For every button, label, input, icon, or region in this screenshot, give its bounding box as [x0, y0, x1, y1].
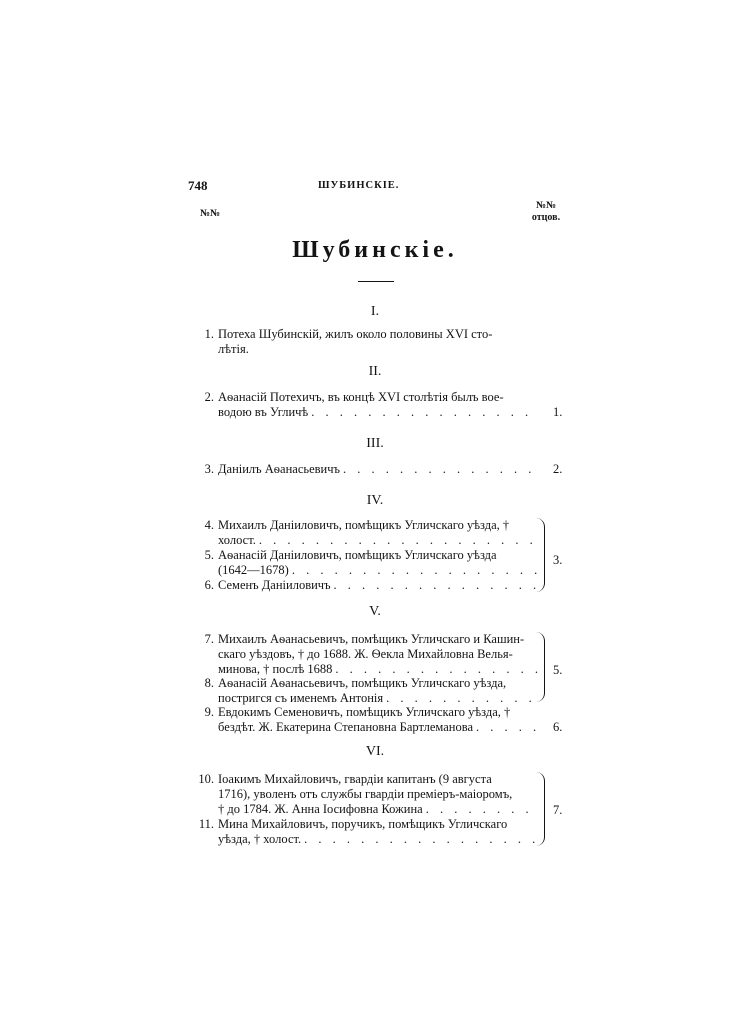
entry-line: Михаилъ Аѳанасьевичъ, помѣщикъ Угличскаго и Кашин- [218, 632, 525, 646]
dot-leader [476, 720, 538, 735]
entry-line [218, 578, 538, 593]
title-rule [358, 281, 394, 282]
entry-line [218, 691, 538, 706]
column-label-fathers-word: отцов. [531, 212, 561, 223]
dot-leader [335, 662, 538, 677]
entry-line: Аѳанасій Потехичъ, въ концѣ XVI столѣтія былъ вое- [218, 390, 504, 404]
entry-line [218, 802, 538, 817]
entry-line-text: (1642—1678) [218, 563, 289, 577]
entry-line-text: уѣзда, † холост. [218, 832, 302, 846]
dot-leader [386, 691, 538, 706]
running-head: ШУБИНСКІЕ. [318, 180, 400, 191]
entry-line [218, 662, 538, 677]
entry-line [218, 720, 538, 735]
father-ref: 3. [553, 553, 563, 567]
entry-line-text: водою въ Угличѣ [218, 405, 309, 419]
entry-number: 9. [204, 705, 214, 719]
entry-number: 7. [204, 632, 214, 646]
entry-line-text: † до 1784. Ж. Анна Іосифовна Кожина [218, 802, 423, 816]
dot-leader [304, 832, 538, 847]
entry-line-text: Даніилъ Аѳанасьевичъ [218, 462, 340, 476]
generation-heading-5: V. [369, 604, 381, 619]
generation-heading-6: VI. [365, 744, 385, 759]
entry-line: 1716), уволенъ отъ службы гвардіи премiеръ-маіоромъ, [218, 787, 513, 801]
entry-number: 4. [204, 518, 214, 532]
entry-line-text: бездѣт. Ж. Екатерина Степановна Бартлеманова [218, 720, 474, 734]
entry-line: скаго уѣздовъ, † до 1688. Ж. Ѳекла Михайловна Велья- [218, 647, 513, 661]
entry-6 [198, 578, 538, 593]
entry-10 [198, 772, 538, 817]
dot-leader [292, 563, 538, 578]
entry-number: 8. [204, 676, 214, 690]
entry-line: Аѳанасій Даніиловичъ, помѣщикъ Угличскаго уѣзда [218, 548, 497, 562]
dot-leader [311, 405, 538, 420]
entry-1 [198, 327, 538, 357]
entry-line [218, 405, 538, 420]
entry-number: 3. [204, 462, 214, 476]
column-label-fathers [520, 200, 572, 224]
entry-line: лѣтія. [218, 342, 249, 356]
bracket [536, 632, 545, 702]
entry-line [218, 832, 538, 847]
entry-line-text: холост. [218, 533, 256, 547]
entry-number: 11. [198, 817, 214, 831]
entry-5 [198, 548, 538, 578]
column-label-fathers-nn: №№ [535, 200, 557, 211]
dot-leader [259, 533, 538, 548]
entry-3 [198, 462, 538, 477]
bracket [536, 518, 545, 592]
entry-line [218, 533, 538, 548]
entry-9 [198, 705, 538, 735]
entry-line: Евдокимъ Семеновичъ, помѣщикъ Угличскаго уѣзда, † [218, 705, 511, 719]
column-label-numbers: №№ [200, 208, 221, 219]
father-ref: 2. [553, 462, 563, 476]
generation-heading-4: IV. [366, 493, 384, 508]
entry-line-text: минова, † послѣ 1688 [218, 662, 333, 676]
dot-leader [334, 578, 538, 593]
generation-heading-1: I. [370, 304, 380, 319]
entry-line: Михаилъ Даніиловичъ, помѣщикъ Угличскаго уѣзда, † [218, 518, 510, 532]
dot-leader [343, 462, 538, 477]
entry-number: 10. [198, 772, 214, 786]
father-ref: 7. [553, 803, 563, 817]
entry-line: Аѳанасій Аѳанасьевичъ, помѣщикъ Угличскаго уѣзда, [218, 676, 507, 690]
page-number: 748 [188, 178, 208, 193]
entry-number: 5. [204, 548, 214, 562]
entry-8 [198, 676, 538, 706]
entry-7 [198, 632, 538, 677]
generation-heading-3: III. [366, 436, 384, 451]
entry-line: Мина Михайловичъ, поручикъ, помѣщикъ Угличскаго [218, 817, 508, 831]
entry-number: 2. [204, 390, 214, 404]
father-ref: 1. [553, 405, 563, 419]
entry-line [218, 462, 538, 477]
dot-leader [426, 802, 538, 817]
generation-heading-2: II. [368, 364, 382, 379]
entry-2 [198, 390, 538, 420]
entry-line [218, 563, 538, 578]
entry-4 [198, 518, 538, 548]
bracket [536, 772, 545, 846]
entry-line-text: Семенъ Даніиловичъ [218, 578, 331, 592]
entry-number: 1. [204, 327, 214, 341]
entry-11 [198, 817, 538, 847]
entry-line: Іоакимъ Михайловичъ, гвардіи капитанъ (9 августа [218, 772, 492, 786]
entry-line: Потеха Шубинскій, жилъ около половины XVI сто- [218, 327, 493, 341]
page-title: Шубинскіе. [292, 237, 458, 263]
father-ref: 6. [553, 720, 563, 734]
entry-number: 6. [204, 578, 214, 592]
entry-line-text: постригся съ именемъ Антонія [218, 691, 384, 705]
father-ref: 5. [553, 663, 563, 677]
